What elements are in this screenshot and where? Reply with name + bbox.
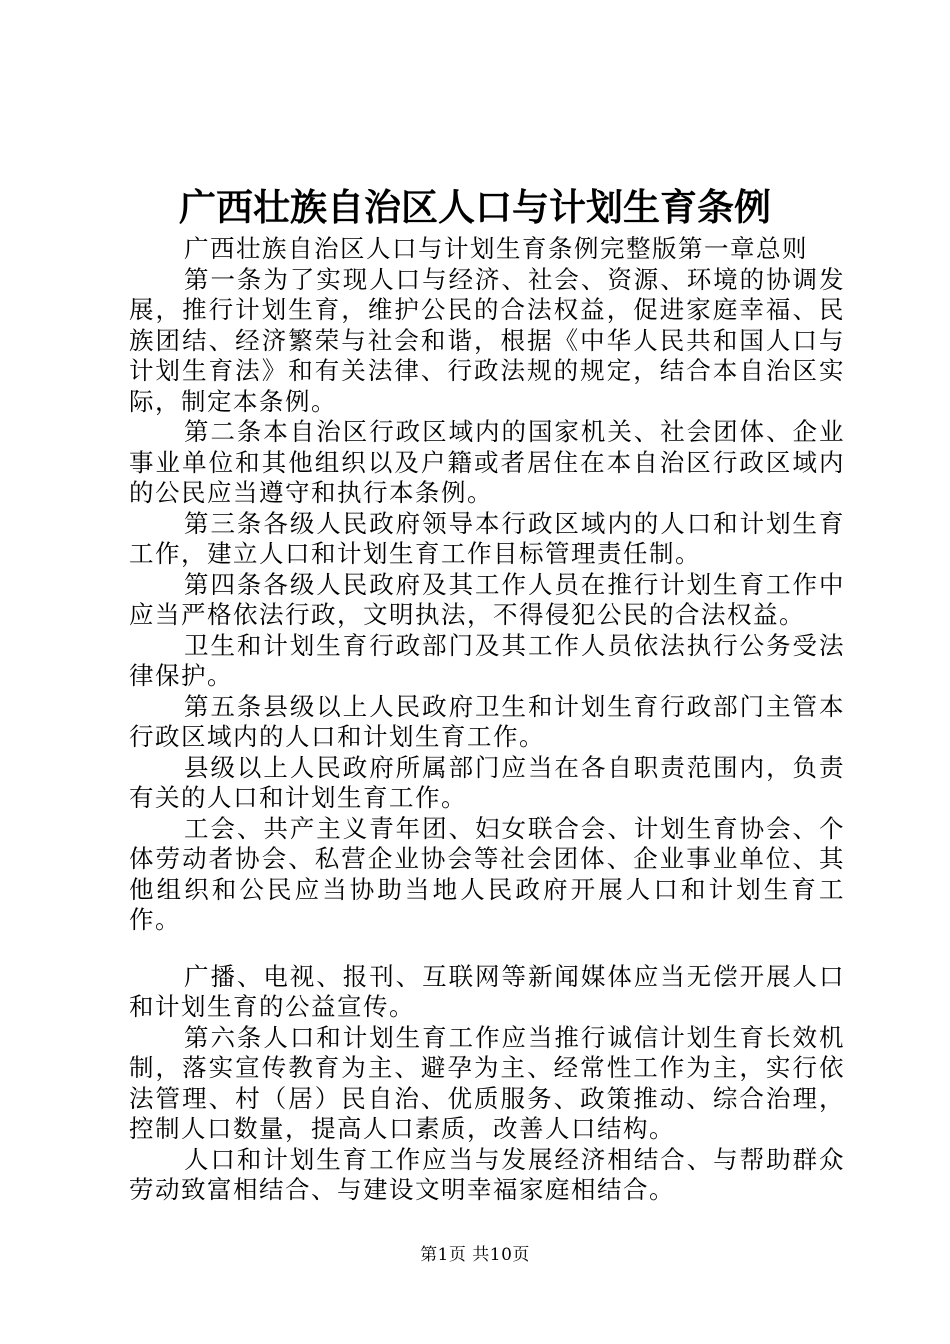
paragraph-article-3: 第三条各级人民政府领导本行政区域内的人口和计划生育工作，建立人口和计划生育工作目标管理责任制。 bbox=[129, 508, 845, 568]
document-body bbox=[129, 234, 845, 1206]
paragraph-article-5-clause-4: 广播、电视、报刊、互联网等新闻媒体应当无偿开展人口和计划生育的公益宣传。 bbox=[129, 961, 845, 1021]
paragraph-article-2: 第二条本自治区行政区域内的国家机关、社会团体、企业事业单位和其他组织以及户籍或者居住在本自治区行政区域内的公民应当遵守和执行本条例。 bbox=[129, 417, 845, 507]
paragraph-article-1: 第一条为了实现人口与经济、社会、资源、环境的协调发展，推行计划生育，维护公民的合法权益，促进家庭幸福、民族团结、经济繁荣与社会和谐，根据《中华人民共和国人口与计划生育法》和有关法律、行政法规的规定，结合本自治区实际，制定本条例。 bbox=[129, 264, 845, 416]
paragraph-article-4: 第四条各级人民政府及其工作人员在推行计划生育工作中应当严格依法行政，文明执法，不得侵犯公民的合法权益。 bbox=[129, 569, 845, 629]
paragraph-heading: 广西壮族自治区人口与计划生育条例完整版第一章总则 bbox=[184, 234, 808, 263]
paragraph-article-4-clause-2: 卫生和计划生育行政部门及其工作人员依法执行公务受法律保护。 bbox=[129, 630, 845, 690]
paragraph-article-5-clause-3: 工会、共产主义青年团、妇女联合会、计划生育协会、个体劳动者协会、私营企业协会等社会团体、企业事业单位、其他组织和公民应当协助当地人民政府开展人口和计划生育工作。 bbox=[129, 813, 845, 934]
paragraph-article-5-clause-2: 县级以上人民政府所属部门应当在各自职责范围内，负责有关的人口和计划生育工作。 bbox=[129, 752, 845, 812]
paragraph-article-5: 第五条县级以上人民政府卫生和计划生育行政部门主管本行政区域内的人口和计划生育工作。 bbox=[129, 691, 845, 751]
document-title: 广西壮族自治区人口与计划生育条例 bbox=[179, 186, 771, 229]
page-number-footer: 第1页 共10页 bbox=[420, 1245, 530, 1265]
paragraph-article-6: 第六条人口和计划生育工作应当推行诚信计划生育长效机制，落实宣传教育为主、避孕为主、经常性工作为主，实行依法管理、村（居）民自治、优质服务、政策推动、综合治理，控制人口数量，提高人口素质，改善人口结构。 bbox=[129, 1022, 845, 1143]
paragraph-article-6-clause-2: 人口和计划生育工作应当与发展经济相结合、与帮助群众劳动致富相结合、与建设文明幸福家庭相结合。 bbox=[129, 1144, 845, 1204]
